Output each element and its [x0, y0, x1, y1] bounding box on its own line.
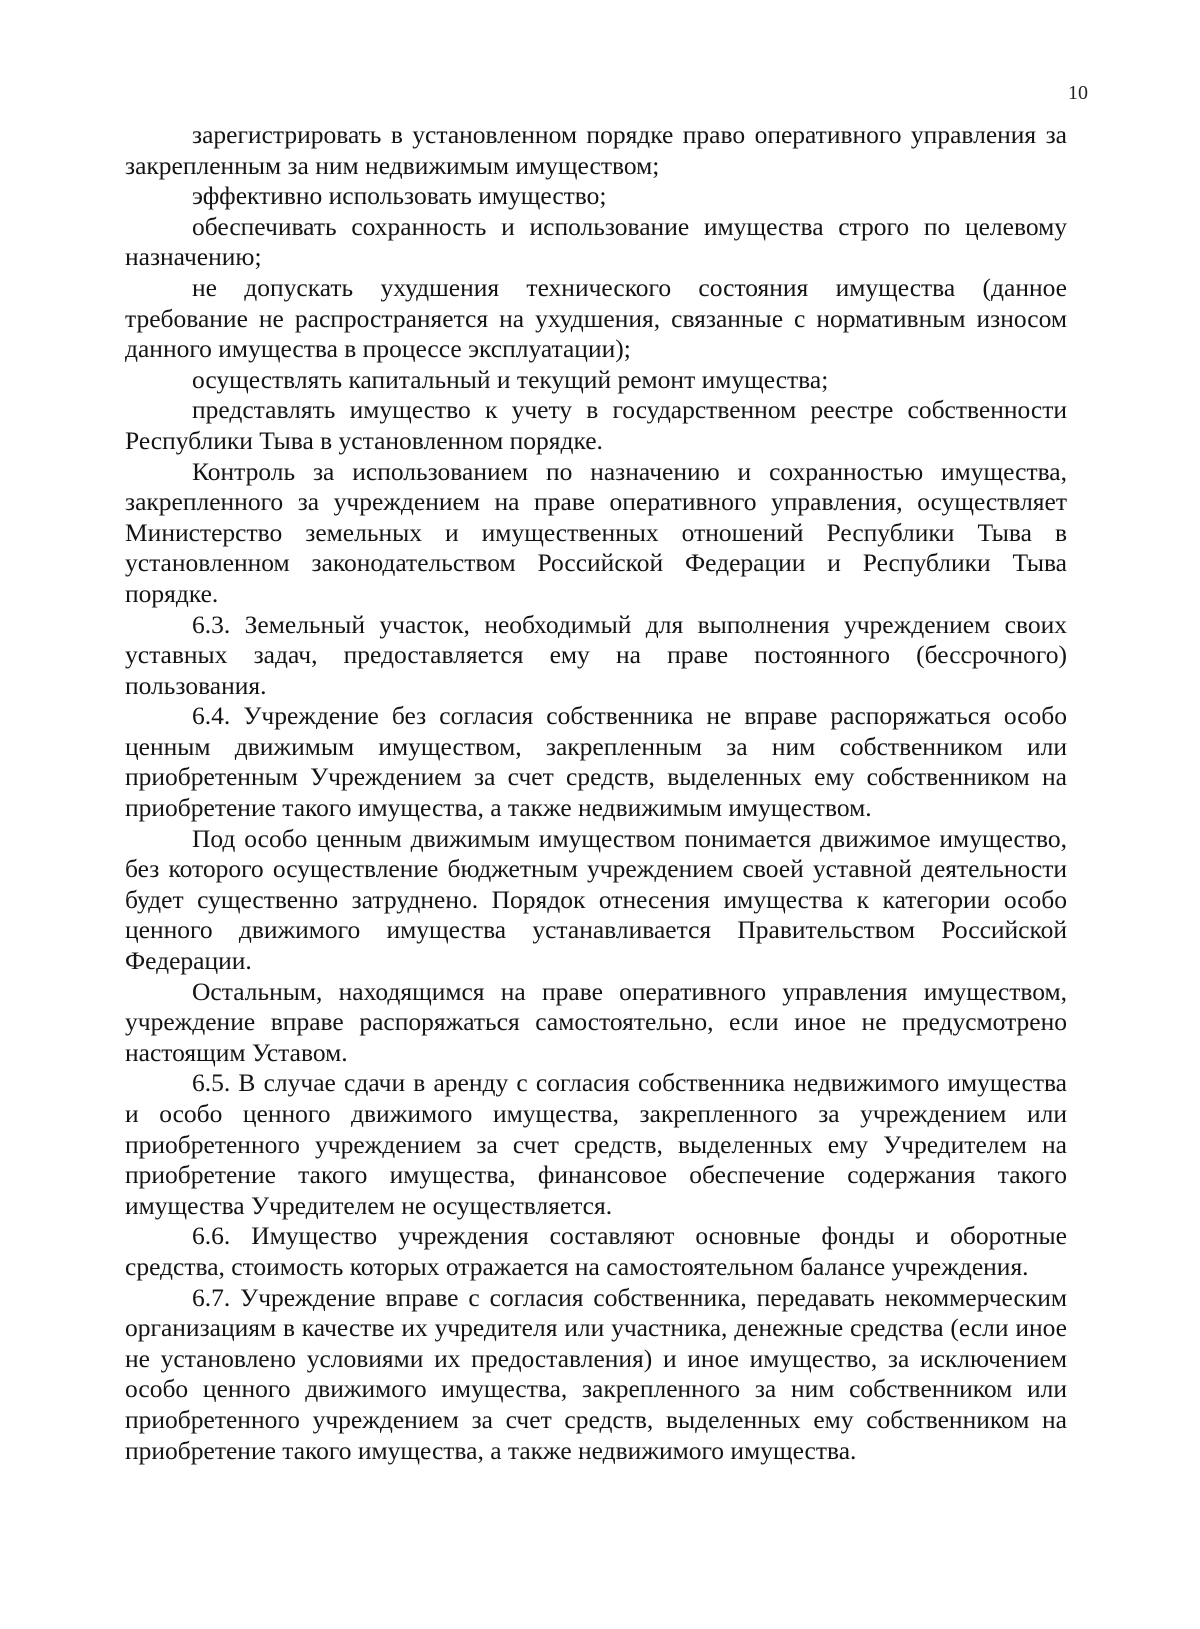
- paragraph-6-3: 6.3. Земельный участок, необходимый для выполнения учреждением своих уставных задач, предоставляется ему на праве постоянного (бессрочного) пользования.: [125, 609, 1067, 700]
- paragraph-6-7: 6.7. Учреждение вправе с согласия собственника, передавать некоммерческим организациям в качестве их учредителя или участника, денежные средства (если иное не установлено условиями их предоставления) и иное имущество, за исключением особо ценного движимого имущества, закрепленного за ним собственником или приобретенного учреждением за счет средств, выделенных ему собственником на приобретение такого имущества, а также недвижимого имущества.: [125, 1282, 1067, 1465]
- paragraph-other-property: Остальным, находящимся на праве оперативного управления имуществом, учреждение вправе распоряжаться самостоятельно, если иное не предусмотрено настоящим Уставом.: [125, 976, 1067, 1067]
- paragraph-ensure-safety: обеспечивать сохранность и использование имущества строго по целевому назначению;: [125, 211, 1067, 272]
- paragraph-repairs: осуществлять капитальный и текущий ремонт имущества;: [192, 364, 829, 394]
- paragraph-register-rights: зарегистрировать в установленном порядке право оперативного управления за закрепленным за ним недвижимым имуществом;: [125, 120, 1067, 180]
- page-number: 10: [1068, 82, 1088, 104]
- paragraph-use-effectively: эффективно использовать имущество;: [192, 181, 607, 211]
- paragraph-valuable-property: Под особо ценным движимым имуществом понимается движимое имущество, без которого осуществление бюджетным учреждением своей уставной деятельности будет существенно затруднено. Порядок отнесения имущества к категории особо ценного движимого имущества устанавливается Правительством Российской Федерации.: [125, 823, 1067, 976]
- paragraph-6-6: 6.6. Имущество учреждения составляют основные фонды и оборотные средства, стоимость которых отражается на самостоятельном балансе учреждения.: [125, 1221, 1067, 1281]
- paragraph-state-registry: представлять имущество к учету в государственном реестре собственности Республики Тыва в установленном порядке.: [125, 395, 1067, 455]
- document-body: [125, 120, 1067, 1466]
- paragraph-prevent-deterioration: не допускать ухудшения технического состояния имущества (данное требование не распространяется на ухудшения, связанные с нормативным износом данного имущества в процессе эксплуатации);: [125, 272, 1067, 364]
- paragraph-control: Контроль за использованием по назначению и сохранностью имущества, закрепленного за учреждением на праве оперативного управления, осуществляет Министерство земельных и имущественных отношений Республики Тыва в установленном законодательством Российской Федерации и Республики Тыва порядке.: [125, 456, 1067, 608]
- paragraph-6-5: 6.5. В случае сдачи в аренду с согласия собственника недвижимого имущества и особо ценного движимого имущества, закрепленного за учреждением или приобретенного учреждением за счет средств, выделенных ему Учредителем на приобретение такого имущества, финансовое обеспечение содержания такого имущества Учредителем не осуществляется.: [125, 1068, 1067, 1220]
- paragraph-6-4: 6.4. Учреждение без согласия собственника не вправе распоряжаться особо ценным движимым имуществом, закрепленным за ним собственником или приобретенным Учреждением за счет средств, выделенных ему собственником на приобретение такого имущества, а также недвижимым имуществом.: [125, 701, 1067, 823]
